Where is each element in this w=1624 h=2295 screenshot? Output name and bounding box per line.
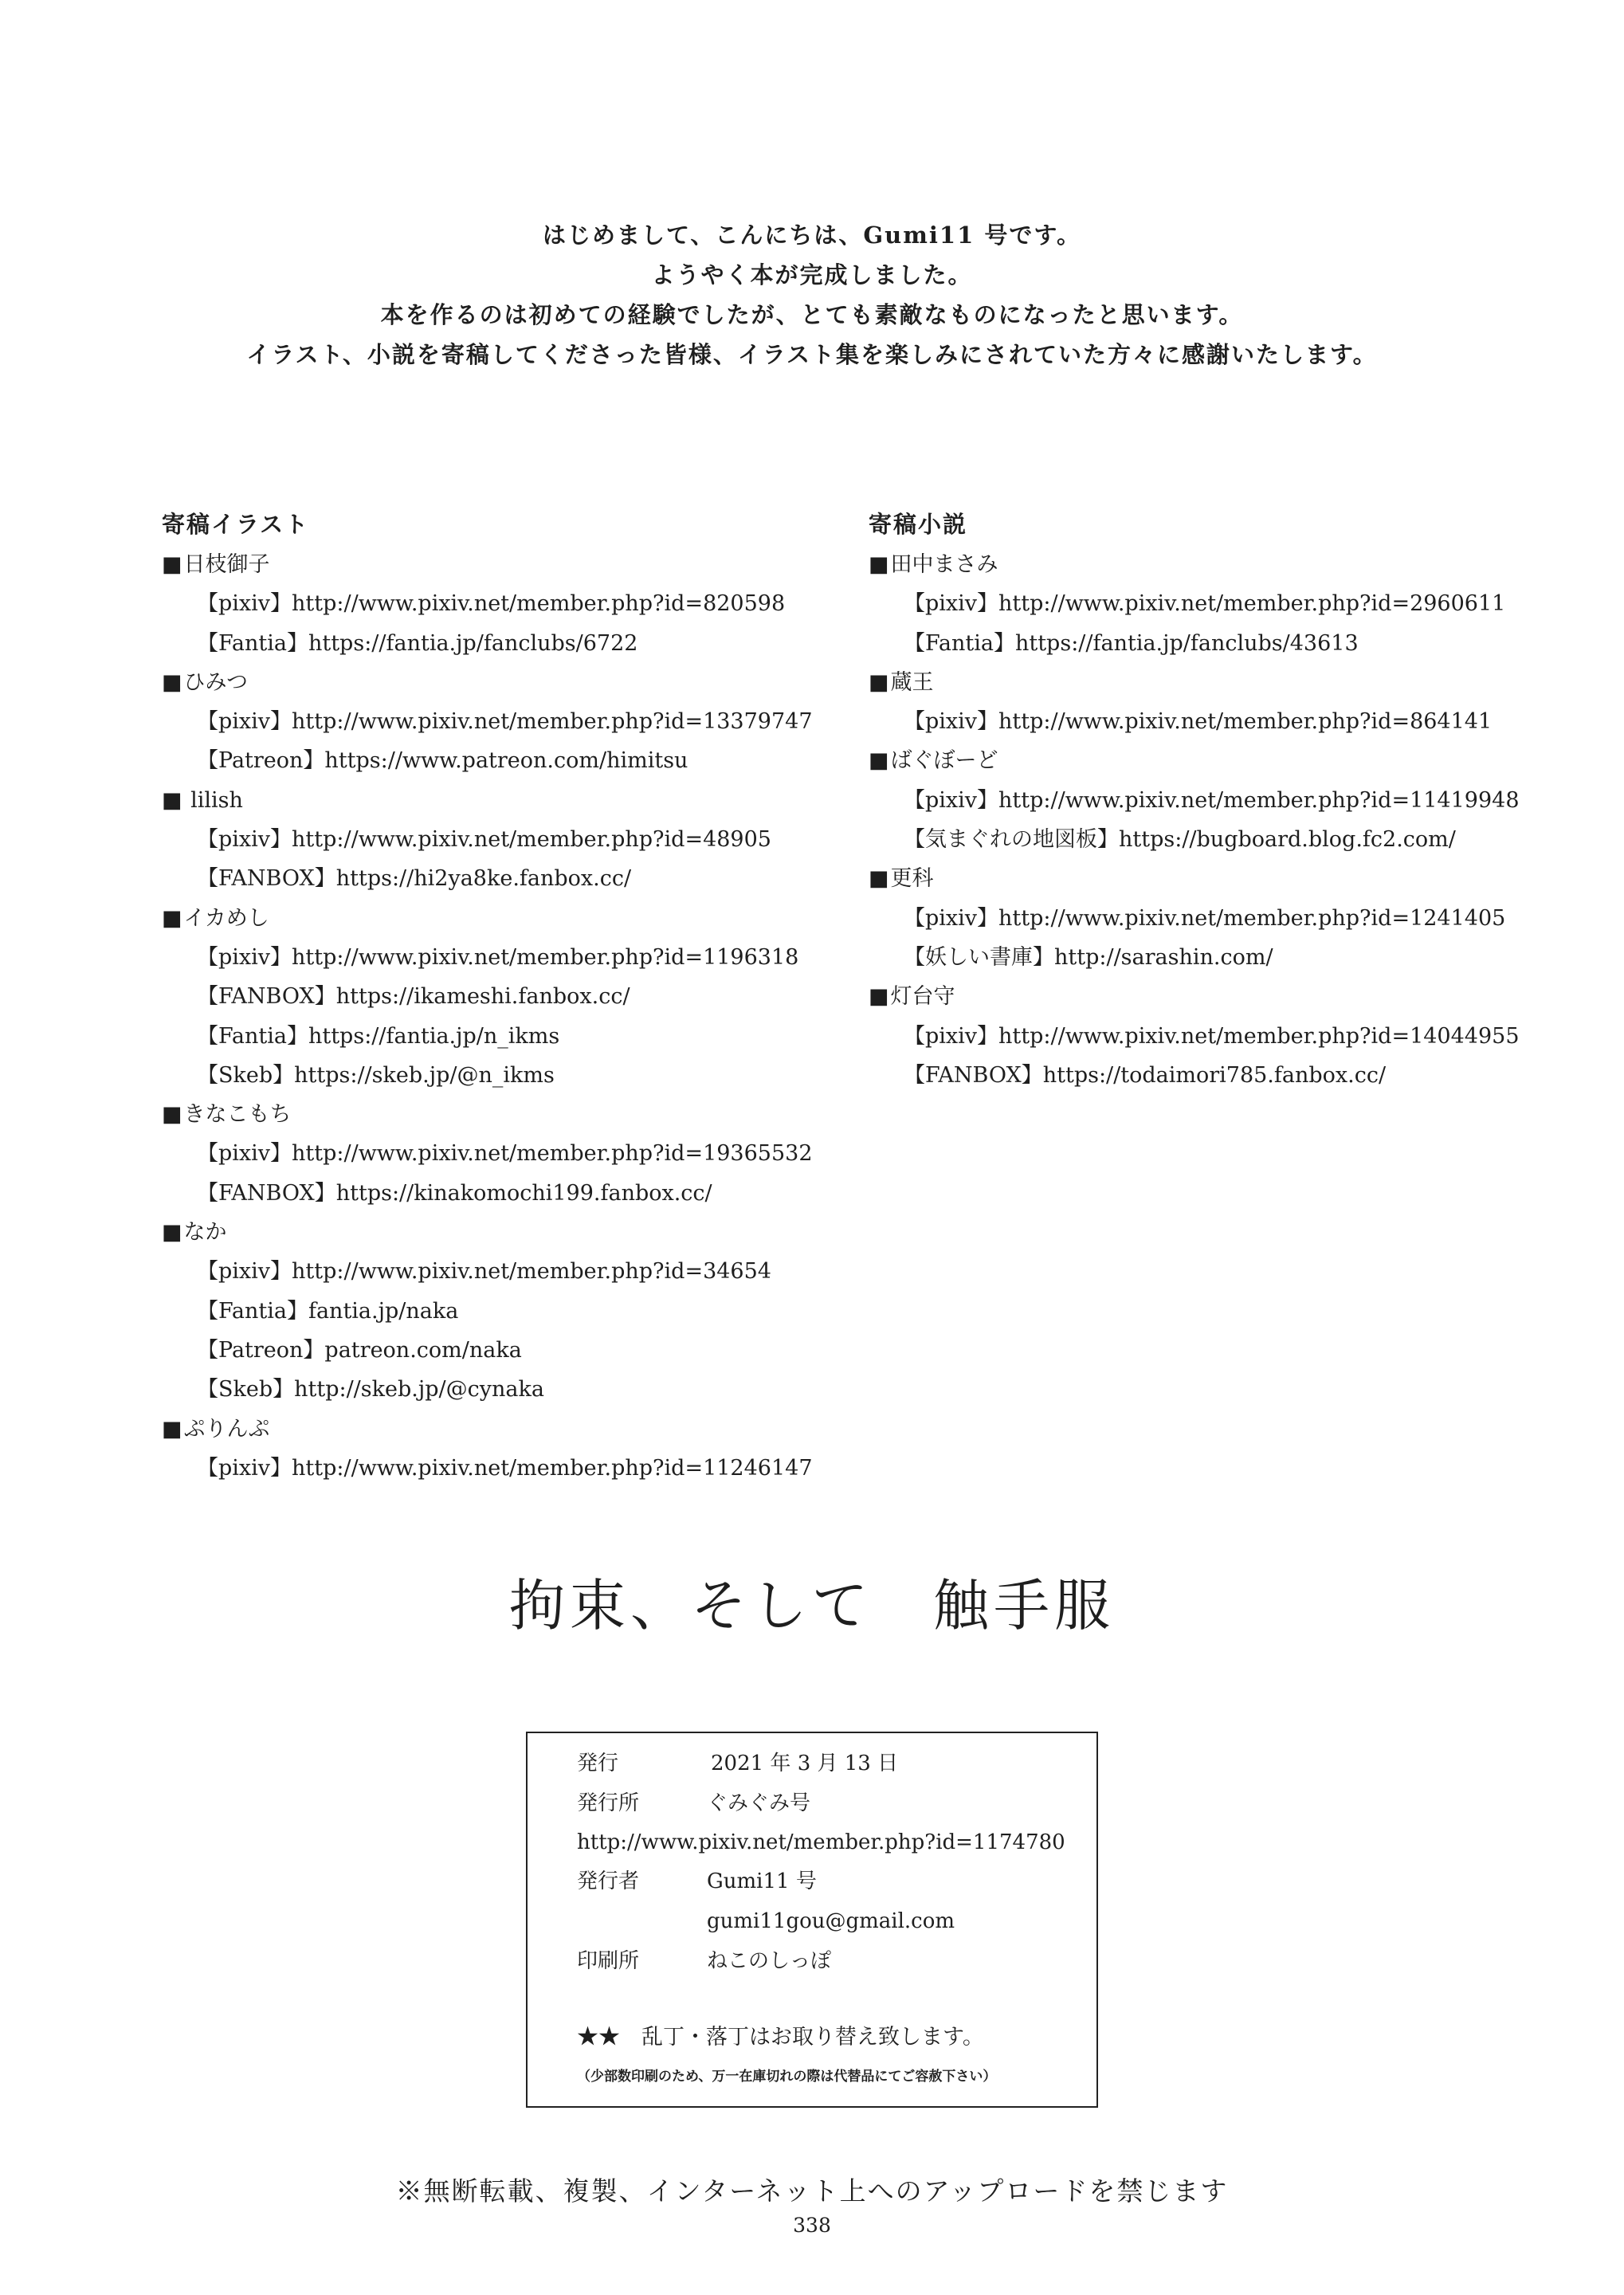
printer-name: ねこのしっぽ — [707, 1949, 832, 1973]
colophon-box — [526, 1732, 1098, 2108]
contributor-link[interactable]: 【FANBOX】https://kinakomochi199.fanbox.cc/ — [197, 1180, 712, 1206]
contributor-name: ■ 日枝御子 — [162, 545, 839, 584]
copyright-notice: ※無断転載、複製、インターネット上へのアップロードを禁じます — [395, 2175, 1229, 2207]
page-number: 338 — [793, 2214, 831, 2237]
contributor-link[interactable]: 【pixiv】http://www.pixiv.net/member.php?id=1196318 — [197, 944, 799, 970]
contributor-link[interactable]: 【pixiv】http://www.pixiv.net/member.php?id=1241405 — [904, 905, 1506, 931]
contributor-name: ■ 田中まさみ — [869, 545, 1586, 584]
author-email[interactable]: gumi11gou@gmail.com — [707, 1909, 955, 1933]
contributor-link[interactable]: 【Patreon】https://www.patreon.com/himitsu — [197, 748, 688, 774]
contributor-link[interactable]: 【気まぐれの地図板】https://bugboard.blog.fc2.com/ — [904, 827, 1456, 853]
author-label: 発行者 — [577, 1869, 640, 1893]
contributor-name: ■ イカめし — [162, 899, 839, 938]
publisher-label: 発行所 — [577, 1791, 640, 1815]
contributor-name: ■ ぷりんぷ — [162, 1410, 839, 1449]
novels-heading: 寄稿小説 — [869, 511, 968, 538]
author-name: Gumi11 号 — [707, 1869, 817, 1893]
contributor-link[interactable]: 【Fantia】https://fantia.jp/n_ikms — [197, 1023, 560, 1049]
intro-line: はじめまして、こんにちは、Gumi11 号です。 — [542, 222, 1082, 249]
contributor-name: ■ 更科 — [869, 859, 1586, 898]
contributor-link[interactable]: 【Fantia】https://fantia.jp/fanclubs/6722 — [197, 630, 638, 656]
contributor-link[interactable]: 【FANBOX】https://hi2ya8ke.fanbox.cc/ — [197, 866, 632, 892]
novel-contributors — [869, 504, 1586, 1095]
contributor-link[interactable]: 【Fantia】https://fantia.jp/fanclubs/43613 — [904, 630, 1359, 656]
contributor-link[interactable]: 【Skeb】http://skeb.jp/@cynaka — [197, 1377, 544, 1402]
contributor-link[interactable]: 【pixiv】http://www.pixiv.net/member.php?id=13379747 — [197, 709, 813, 735]
contributor-name: ■ なか — [162, 1213, 839, 1252]
contributor-link[interactable]: 【Fantia】fantia.jp/naka — [197, 1298, 459, 1324]
replacement-notice: ★★ 乱丁・落丁はお取り替え致します。 — [577, 2025, 984, 2050]
contributor-link[interactable]: 【pixiv】http://www.pixiv.net/member.php?id=11419948 — [904, 787, 1520, 813]
illustrations-heading: 寄稿イラスト — [162, 511, 310, 538]
contributor-link[interactable]: 【pixiv】http://www.pixiv.net/member.php?id=820598 — [197, 591, 786, 617]
book-title: 拘束、そして 触手服 — [509, 1573, 1115, 1638]
contributor-link[interactable]: 【FANBOX】https://ikameshi.fanbox.cc/ — [197, 984, 630, 1010]
intro-message — [0, 215, 1624, 375]
illustration-contributors — [162, 504, 839, 1488]
publisher-name: ぐみぐみ号 — [707, 1791, 811, 1815]
replacement-subnotice: （少部数印刷のため、万一在庫切れの際は代替品にてご容赦下さい） — [577, 2069, 997, 2085]
printer-label: 印刷所 — [577, 1949, 640, 1973]
contributor-link[interactable]: 【FANBOX】https://todaimori785.fanbox.cc/ — [904, 1062, 1387, 1088]
intro-line: ようやく本が完成しました。 — [651, 261, 973, 288]
contributor-link[interactable]: 【pixiv】http://www.pixiv.net/member.php?id=19365532 — [197, 1141, 813, 1167]
contributor-link[interactable]: 【Skeb】https://skeb.jp/@n_ikms — [197, 1062, 555, 1088]
issued-label: 発行 — [577, 1752, 619, 1775]
contributor-link[interactable]: 【pixiv】http://www.pixiv.net/member.php?id=48905 — [197, 827, 771, 853]
intro-line: イラスト、小説を寄稿してくださった皆様、イラスト集を楽しみにされていた方々に感謝いたします。 — [246, 341, 1378, 368]
contributor-link[interactable]: 【pixiv】http://www.pixiv.net/member.php?id=34654 — [197, 1259, 771, 1285]
contributor-name: ■ ばぐぼーど — [869, 741, 1586, 780]
intro-line: 本を作るのは初めての経験でしたが、とても素敵なものになったと思います。 — [380, 301, 1244, 328]
contributor-name: ■ lilish — [162, 781, 839, 820]
contributor-name: ■ きなこもち — [162, 1095, 839, 1134]
contributor-link[interactable]: 【pixiv】http://www.pixiv.net/member.php?id=864141 — [904, 709, 1493, 735]
contributor-link[interactable]: 【妖しい書庫】http://sarashin.com/ — [904, 944, 1273, 970]
contributor-name: ■ 灯台守 — [869, 977, 1586, 1016]
contributor-link[interactable]: 【Patreon】patreon.com/naka — [197, 1337, 522, 1363]
issued-date: 2021 年 3 月 13 日 — [711, 1752, 899, 1775]
contributor-link[interactable]: 【pixiv】http://www.pixiv.net/member.php?id=14044955 — [904, 1023, 1520, 1049]
publisher-url[interactable]: http://www.pixiv.net/member.php?id=1174780 — [577, 1830, 1065, 1854]
contributor-link[interactable]: 【pixiv】http://www.pixiv.net/member.php?id=2960611 — [904, 591, 1506, 617]
contributor-link[interactable]: 【pixiv】http://www.pixiv.net/member.php?id=11246147 — [197, 1455, 813, 1481]
contributor-name: ■ ひみつ — [162, 663, 839, 702]
contributor-name: ■ 蔵王 — [869, 663, 1586, 702]
